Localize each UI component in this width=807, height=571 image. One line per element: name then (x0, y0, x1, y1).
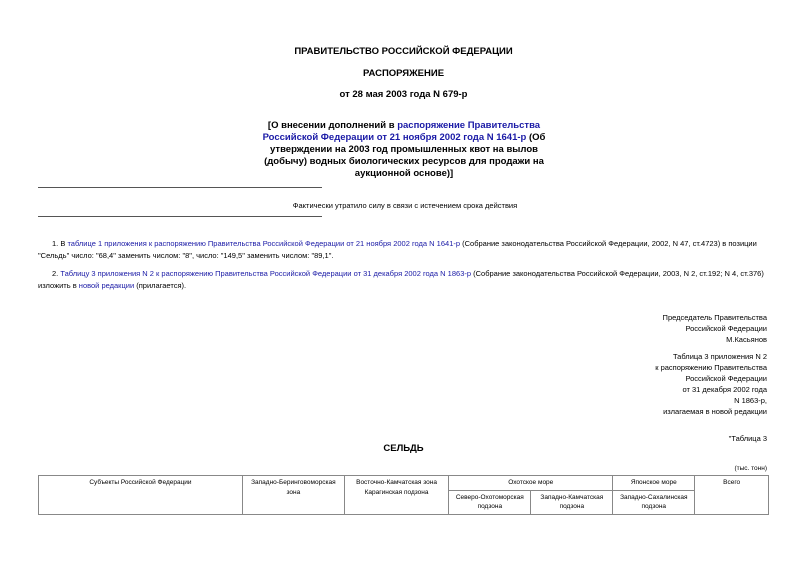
paragraph-2 (38, 268, 768, 292)
header-subjects: Субъекты Российской Федерации (39, 476, 243, 515)
header-japan-sea: Японское море (613, 476, 695, 491)
para2-mid: (Собрание законодательства Российской Федерации, 2003, N 2, ст.192; N 4, ст.376) изложить в (38, 269, 764, 290)
divider-bottom (38, 216, 322, 217)
appendix-line: N 1863-р, (734, 396, 767, 405)
title-prefix: О внесении дополнений в (271, 120, 398, 131)
appendix-line: к распоряжению Правительства (655, 363, 767, 372)
appendix-block (655, 351, 767, 417)
para2-pre: 2. (52, 269, 61, 278)
signature-title: Председатель Правительства (662, 313, 767, 322)
signature-org: Российской Федерации (685, 324, 767, 333)
appendix-line: Российской Федерации (685, 374, 767, 383)
divider-top (38, 187, 322, 188)
table-label: "Таблица 3 (728, 434, 767, 443)
signature-block (663, 312, 767, 345)
title-bracket-close: ] (450, 168, 454, 179)
title-bracket-open: [ (267, 120, 272, 131)
status-note: Фактически утратило силу в связи с истечением срока действия (292, 201, 518, 210)
title-link[interactable]: распоряжение Правительства Российской Федерации от 21 ноября 2002 года N 1641-р (262, 120, 541, 143)
table-header-row (39, 476, 769, 491)
appendix-line: от 31 декабря 2002 года (682, 385, 767, 394)
document-title (253, 120, 555, 180)
section-title: СЕЛЬДЬ (383, 443, 424, 454)
paragraph-1 (38, 238, 768, 262)
appendix-line: Таблица 3 приложения N 2 (672, 352, 767, 361)
para2-post: (прилагается). (134, 281, 187, 290)
units-label: (тыс. тонн) (734, 465, 767, 472)
para1-post: (Собрание законодательства Российской Федерации, 2002, N 47, ст.4723) в позиции "Сельдь" число: "68,4" заменить числом: "8", число: "149,5" заменить числом: "89,1". (38, 239, 757, 260)
signature-name: М.Касьянов (726, 335, 767, 344)
document-type: РАСПОРЯЖЕНИЕ (362, 68, 445, 79)
appendix-line: излагаемая в новой редакции (663, 407, 767, 416)
quota-table (38, 475, 769, 515)
header-okhotsk: Охотское море (449, 476, 613, 491)
header-okhotsk-west-kamchatka: Западно-Камчатская подзона (531, 490, 613, 514)
para2-new-edition-link[interactable]: новой редакции (78, 281, 135, 290)
document-date: от 28 мая 2003 года N 679-р (339, 89, 468, 100)
para1-pre: 1. В (52, 239, 68, 248)
header-west-bering: Западно-Беринговоморская зона (242, 476, 344, 515)
header-east-kamchatka: Восточно-Камчатская зона Карагинская подзона (344, 476, 448, 515)
header-total: Всего (695, 476, 769, 515)
title-suffix: (Об утверждении на 2003 год промышленных квот на вылов (добычу) водных биологических ресурсов для продажи на аукционной основе) (264, 132, 546, 179)
government-header: ПРАВИТЕЛЬСТВО РОССИЙСКОЙ ФЕДЕРАЦИИ (294, 46, 513, 57)
para1-link[interactable]: таблице 1 приложения к распоряжению Правительства Российской Федерации от 21 ноября 2002 года N 1641-р (67, 239, 461, 248)
header-okhotsk-north: Северо-Охотоморская подзона (449, 490, 531, 514)
para2-link[interactable]: Таблицу 3 приложения N 2 к распоряжению Правительства Российской Федерации от 31 декабря 2002 года N 1863-р (60, 269, 472, 278)
header-japan-sakhalin: Западно-Сахалинская подзона (613, 490, 695, 514)
